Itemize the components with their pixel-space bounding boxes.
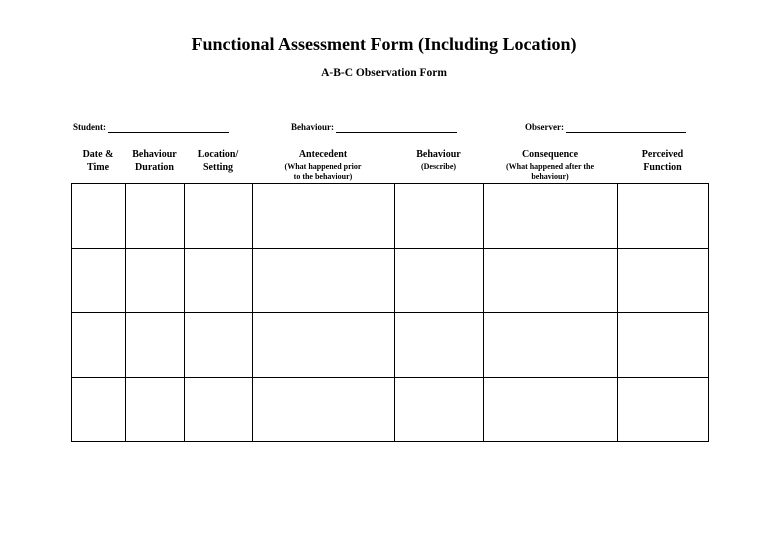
column-header-behaviour: Behaviour (Describe) (416, 149, 461, 171)
observer-label: Observer: (525, 122, 564, 132)
table-cell[interactable] (126, 248, 185, 313)
form-title: Functional Assessment Form (Including Location) (191, 34, 577, 54)
table-cell[interactable] (126, 313, 185, 378)
table-cell[interactable] (253, 184, 395, 249)
behaviour-field (291, 121, 457, 133)
table-cell[interactable] (126, 377, 185, 442)
table-row (72, 313, 709, 378)
student-field (73, 121, 229, 133)
table-cell[interactable] (618, 313, 709, 378)
column-header-location-setting: Location/ Setting (197, 149, 239, 173)
table-cell[interactable] (72, 377, 126, 442)
behaviour-label: Behaviour: (291, 122, 335, 132)
column-header-date-time: Date & Time (82, 149, 114, 173)
table-cell[interactable] (395, 248, 484, 313)
table-cell[interactable] (72, 248, 126, 313)
table-cell[interactable] (484, 377, 618, 442)
table-cell[interactable] (253, 248, 395, 313)
column-header-behaviour-duration: Behaviour Duration (132, 149, 177, 173)
column-header-perceived-function: Perceived Function (641, 149, 684, 173)
table-cell[interactable] (253, 313, 395, 378)
student-label: Student: (73, 122, 107, 132)
column-header-antecedent: Antecedent (What happened prior to the behaviour) (284, 149, 362, 181)
table-cell[interactable] (185, 377, 253, 442)
student-blank-line[interactable] (108, 123, 229, 133)
observer-blank-line[interactable] (566, 123, 686, 133)
table-cell[interactable] (618, 184, 709, 249)
table-cell[interactable] (484, 313, 618, 378)
observer-field (525, 121, 686, 133)
table-cell[interactable] (185, 248, 253, 313)
column-header-consequence: Consequence (What happened after the behaviour) (505, 149, 595, 181)
table-cell[interactable] (126, 184, 185, 249)
table-row (72, 377, 709, 442)
table-row (72, 248, 709, 313)
table-cell[interactable] (253, 377, 395, 442)
table-cell[interactable] (484, 184, 618, 249)
table-cell[interactable] (395, 313, 484, 378)
table-cell[interactable] (484, 248, 618, 313)
table-cell[interactable] (395, 377, 484, 442)
table-cell[interactable] (185, 313, 253, 378)
behaviour-blank-line[interactable] (336, 123, 457, 133)
table-cell[interactable] (72, 184, 126, 249)
table-cell[interactable] (618, 248, 709, 313)
table-cell[interactable] (395, 184, 484, 249)
table-cell[interactable] (185, 184, 253, 249)
table-cell[interactable] (618, 377, 709, 442)
form-subtitle: A-B-C Observation Form (321, 67, 447, 79)
table-row (72, 184, 709, 249)
observation-table (71, 183, 709, 442)
table-cell[interactable] (72, 313, 126, 378)
